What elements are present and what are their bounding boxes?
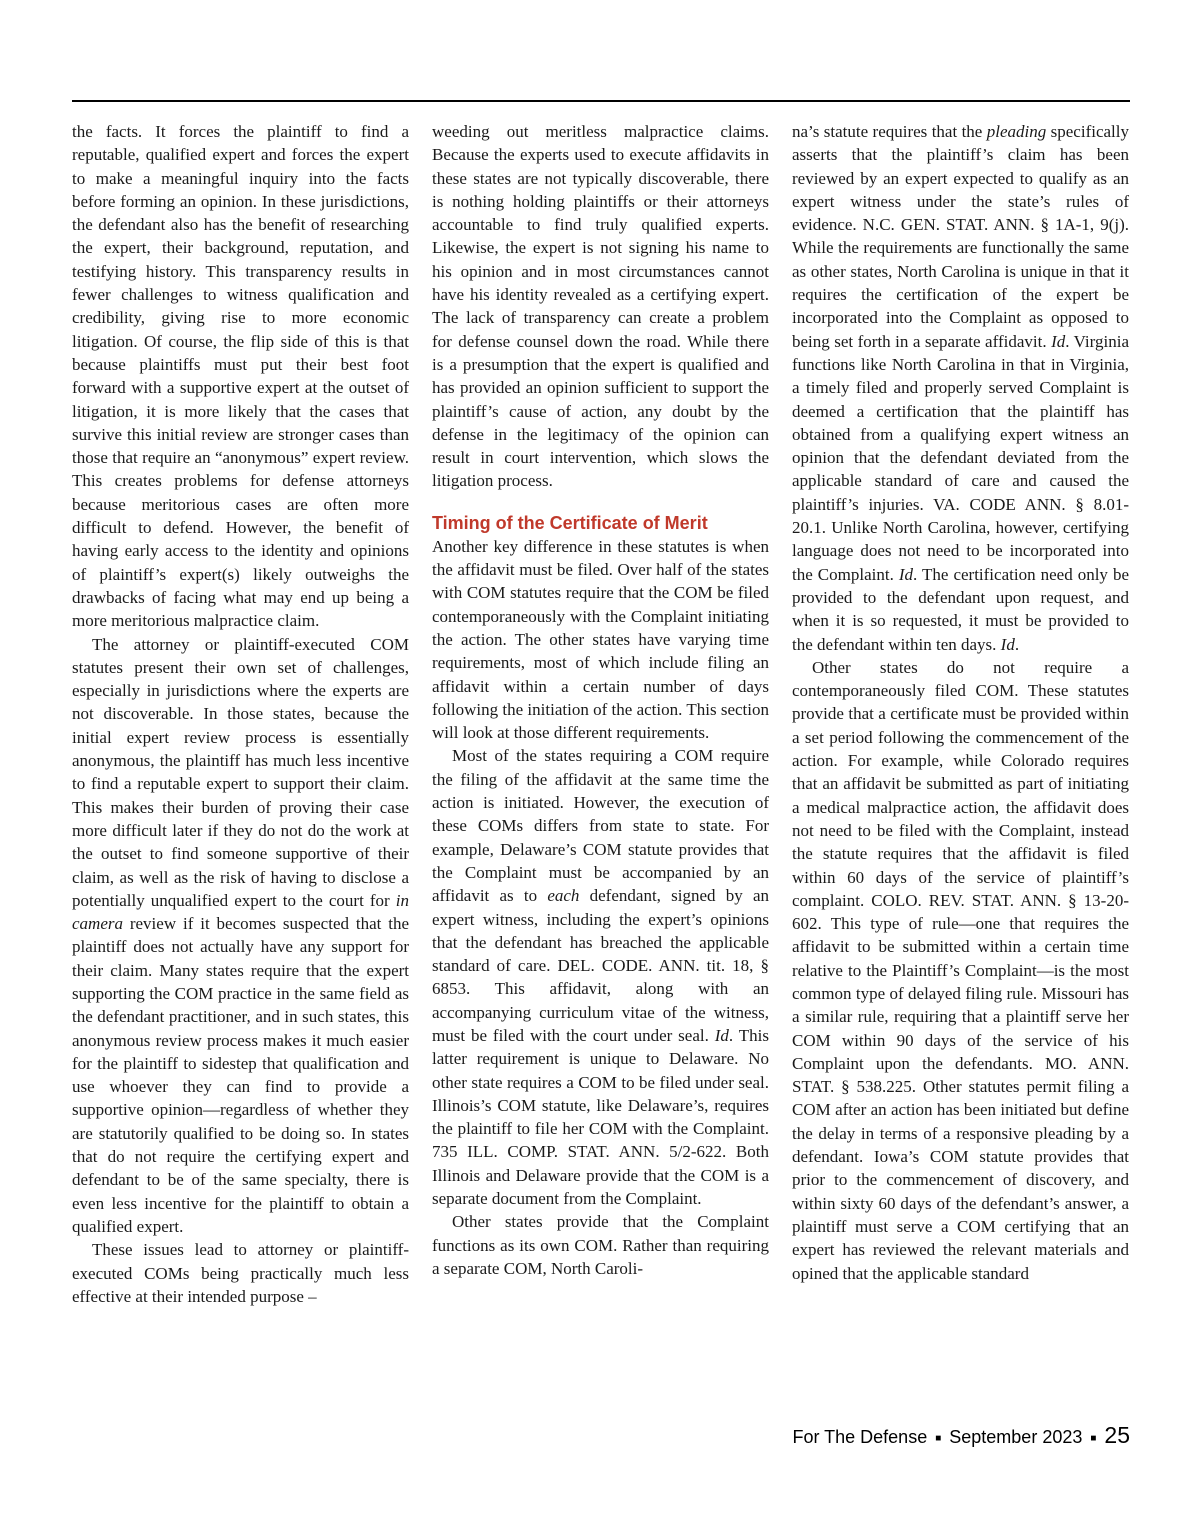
text-column-1: [72, 120, 409, 1308]
separator-icon: ■: [935, 1432, 942, 1444]
body-paragraph: [72, 120, 409, 633]
body-paragraph: [432, 1210, 769, 1280]
body-paragraph: [432, 744, 769, 1210]
text-run: specifically asserts that the plaintiff’s claim has been reviewed by an expert expected to qualify as an expert witness under the state’s rules of evidence. N.C. GEN. STAT. ANN. § 1A-1, 9(j). While the requirements are functionally the same as other states, North Carolina is unique in that it requires the certification of the expert be incorporated into the Complaint as opposed to being set forth in a separate affidavit.: [792, 122, 1129, 351]
text-run: Other states provide that the Complaint functions as its own COM. Rather than requiring a separate COM, North Caroli-: [432, 1212, 769, 1278]
page-footer: [792, 1422, 1130, 1449]
body-paragraph: [432, 120, 769, 493]
section-heading: Timing of the Certificate of Merit: [432, 512, 708, 533]
text-run: Most of the states requiring a COM require the filing of the affidavit at the same time the action is initiated. However, the execution of these COMs differs from state to state. For example, Delaware’s COM statute provides that the Complaint must be accompanied by an affidavit as to: [432, 746, 769, 906]
italic-text: Id: [898, 564, 914, 584]
text-run: Another key difference in these statutes is when the affidavit must be filed. Over half of the states with COM statutes require that the COM be filed contemporaneously with the Complaint initiating the action. The other states have varying time requirements, most of which include filing an affidavit within a certain number of days following the initiation of the action. This section will look at those different requirements.: [432, 536, 769, 743]
page-number: 25: [1104, 1422, 1130, 1448]
body-paragraph: [72, 633, 409, 1239]
text-run: review if it becomes suspected that the plaintiff does not actually have any support for their claim. Many states require that the expert supporting the COM practice in the same field as the defendant practitioner, and in such states, this anonymous review process makes it much easier for the plaintiff to sidestep that qualification and use whoever they can find to provide a supportive opinion—regardless of whether they are statutorily qualified to be doing so. In states that do not require the certifying expert and defendant to be of the same specialty, there is even less incentive for the plaintiff to obtain a qualified expert.: [72, 914, 409, 1236]
text-run: These issues lead to attorney or plaintiff-executed COMs being practically much less effective at their intended purpose –: [72, 1240, 409, 1306]
italic-text: in camera: [72, 890, 409, 934]
body-paragraph: [792, 656, 1129, 1285]
italic-text: Id: [714, 1025, 729, 1045]
separator-icon: ■: [1090, 1432, 1097, 1444]
text-column-3: [792, 120, 1129, 1285]
body-paragraph: [792, 120, 1129, 656]
text-run: na’s statute requires that the: [792, 122, 987, 141]
text-run: . Virginia functions like North Carolina in that in Virginia, a timely filed and properly served Complaint is deemed a certification that the plaintiff has obtained from a qualifying expert witness an opinion that the defendant deviated from the applicable standard of care and caused the plaintiff’s injuries. VA. CODE ANN. § 8.01-20.1. Unlike North Carolina, however, certifying language does not need to be incorporated into the Complaint.: [792, 331, 1129, 584]
issue-date: September 2023: [949, 1427, 1083, 1447]
italic-text: Id: [1000, 634, 1015, 654]
italic-text: pleading: [986, 122, 1047, 141]
text-run: . The certification need only be provided to the defendant upon request, and when it is so requested, it must be provided to the defendant within ten days.: [792, 564, 1130, 654]
text-column-2: [432, 120, 769, 1280]
text-run: Other states do not require a contemporaneously filed COM. These statutes provide that a certificate must be provided within a set period following the commencement of the action. For example, while Colorado requires that an affidavit be submitted as part of initiating a medical malpractice action, the affidavit does not need to be filed with the Complaint, instead the statute requires that the affidavit is filed within 60 days of the service of plaintiff’s complaint. COLO. REV. STAT. ANN. § 13-20-602. This type of rule—one that requires the affidavit to be submitted within a certain time relative to the Plaintiff’s Complaint—is the most common type of delayed filing rule. Missouri has a similar rule, requiring that a plaintiff serve her COM within 90 days of the service of his Complaint upon the defendants. MO. ANN. STAT. § 538.225. Other statutes permit filing a COM after an action has been initiated but define the delay in terms of a responsive pleading by a defendant. Iowa’s COM statute provides that prior to the commencement of discovery, and within sixty 60 days of the defendant’s answer, a plaintiff must serve a COM certifying that an expert has reviewed the relevant materials and opined that the applicable standard: [792, 657, 1129, 1283]
italic-text: each: [547, 886, 580, 906]
text-run: . This latter requirement is unique to Delaware. No other state requires a COM to be filed under seal. Illinois’s COM statute, like Delaware’s, requires the plaintiff to file her COM with the Complaint. 735 ILL. COMP. STAT. ANN. 5/2-622. Both Illinois and Delaware provide that the COM is a separate document from the Complaint.: [432, 1025, 769, 1209]
publication-name: For The Defense: [792, 1427, 928, 1447]
body-paragraph: [432, 535, 769, 745]
text-run: the facts. It forces the plaintiff to find a reputable, qualified expert and forces the expert to make a meaningful inquiry into the facts before forming an opinion. In these jurisdictions, the defendant also has the benefit of researching the expert, their background, reputation, and testifying history. This transparency results in fewer challenges to witness qualification and credibility, giving rise to more economic litigation. Of course, the flip side of this is that because plaintiffs must put their best foot forward with a supportive expert at the outset of litigation, it is more likely that the cases that survive this initial review are stronger cases than those that require an “anonymous” expert review. This creates problems for defense attorneys because meritorious cases are often more difficult to defend. However, the benefit of having early access to the identity and opinions of plaintiff’s expert(s) likely outweighs the drawbacks of facing what may end up being a more meritorious malpractice claim.: [72, 122, 409, 631]
text-run: The attorney or plaintiff-executed COM statutes present their own set of challenges, especially in jurisdictions where the experts are not discoverable. In those states, because the initial expert review process is essentially anonymous, the plaintiff has much less incentive to find a reputable expert to support their claim. This makes their burden of proving their case more difficult later if they do not do the work at the outset to find someone supportive of their claim, as well as the risk of having to disclose a potentially unqualified expert to the court for: [72, 634, 409, 910]
body-paragraph: [72, 1238, 409, 1308]
text-run: defendant, signed by an expert witness, including the expert’s opinions that the defendant has breached the applicable standard of care. DEL. CODE. ANN. tit. 18, § 6853. This affidavit, along with an accompanying curriculum vitae of the witness, must be filed with the court under seal.: [432, 886, 769, 1045]
text-run: weeding out meritless malpractice claims. Because the experts used to execute affidavits in these states are not typically discoverable, there is nothing holding plaintiffs or their attorneys accountable to find truly qualified experts. Likewise, the expert is not signing his name to his opinion and in most circumstances cannot have his identity revealed as a certifying expert. The lack of transparency can create a problem for defense counsel down the road. While there is a presumption that the expert is qualified and has provided an opinion sufficient to support the plaintiff’s cause of action, any doubt by the defense in the legitimacy of the opinion can result in court intervention, which slows the litigation process.: [432, 122, 769, 491]
header-rule: [72, 100, 1130, 102]
text-run: .: [1014, 634, 1020, 654]
italic-text: Id: [1051, 331, 1066, 351]
